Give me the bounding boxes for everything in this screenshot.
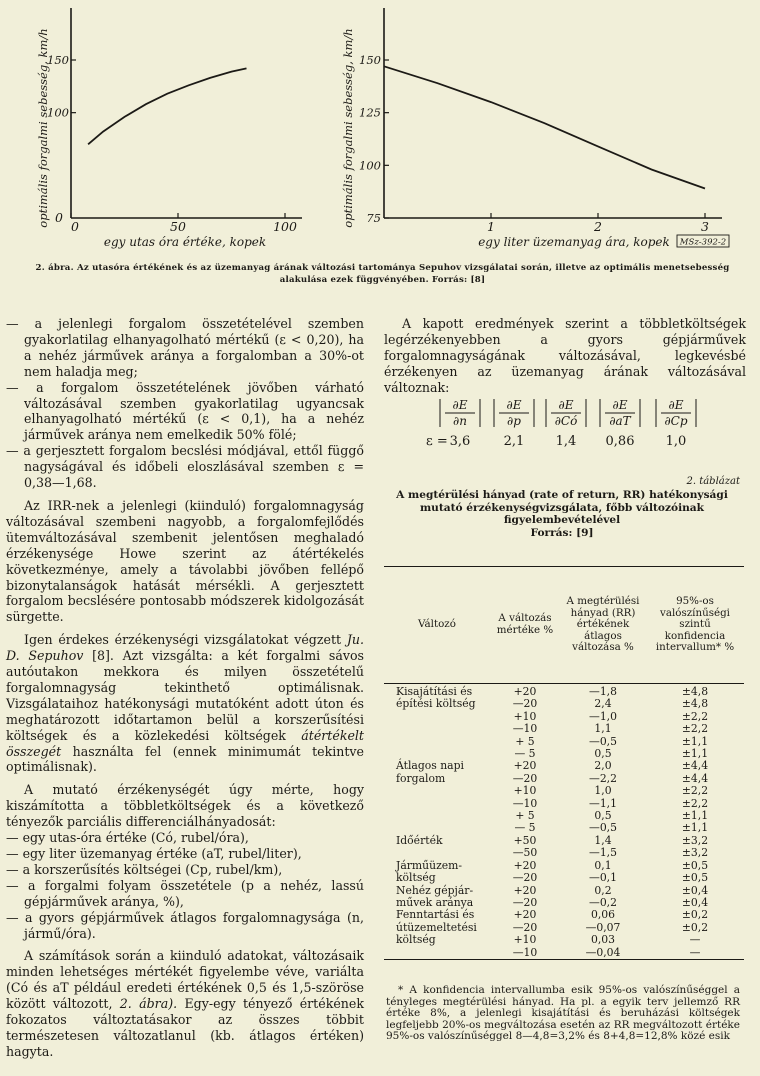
y-axis-title-2: optimális forgalmi sebesség, km/h <box>341 28 355 228</box>
table-cell: —20 <box>512 920 538 934</box>
x-axis-title-1: egy utas óra értéke, kopek <box>103 235 267 249</box>
table-cell: +20 <box>513 908 537 922</box>
bullet-item: — a forgalom összetételének jövőben várható változásával szemben gyakorlatilag ugyancsak elhanyagolható mértékű (ε < 0,1), ha a nehéz járművek aránya nem emelkedik 50% fölé; <box>6 379 364 443</box>
x-axis-title-2: egy liter üzemanyag ára, kopek <box>478 235 670 249</box>
bullet-item: — a gerjesztett forgalom becslési módjával, ettől függő nagyságával és időbeli eloszlásával szemben ε = 0,38—1,68. <box>6 443 364 491</box>
table-cell: Kisajátítási és <box>396 685 473 698</box>
paragraph: Az IRR-nek a jelenlegi (kiinduló) forgalomnagyság változásával szembeni nagyobb, a forgalomfejlődés ütemváltozásával szembenit jelentősen meghaladó érzékenysége Howe szerint az átértékelés következménye, amely a távolabbi jövőben fellépő bizonytalanságok hatását mérsékli. A gerjesztett forgalom becslésére pontosabb módszerek kidolgozását sürgette. <box>6 497 364 625</box>
y-tick-label: 150 <box>359 53 381 67</box>
table-cell: —10 <box>512 945 538 959</box>
figure-ref-label: MSz-392-2 <box>679 237 727 248</box>
y-tick-label: 100 <box>47 105 69 120</box>
sensitivity-equations <box>424 395 724 455</box>
col-header: A megtérülési hányad (RR) értékének átlagos változása % <box>566 595 640 654</box>
table-title: A megtérülési hányad (rate of return, RR) hatékonysági mutató érzékenységvizsgálata, főbb változóinak figyelembevételével Forrás: [9] <box>396 489 728 539</box>
table-cell: —0,07 <box>585 920 621 934</box>
table-cell: + 5 <box>515 809 535 823</box>
table-cell: +50 <box>513 833 537 847</box>
figure-caption: 2. ábra. Az utasóra értékének és az üzemanyag árának változási tartománya Sepuhov vizsgálatai során, illetve az optimális menetsebesség alakulása ezek függvényében. Forrás: [8] <box>35 263 730 285</box>
table-cell: ±0,4 <box>681 883 709 897</box>
eq-denominator: ∂aT <box>609 414 631 428</box>
y-tick-label: 125 <box>359 105 381 120</box>
table-cell: +10 <box>513 709 537 723</box>
x-tick-label: 3 <box>701 219 709 234</box>
table-cell <box>384 810 490 822</box>
eq-denominator: ∂Có <box>554 414 578 428</box>
table-row <box>384 723 744 735</box>
table-cell: Járműüzem- <box>396 858 463 872</box>
table-cell: ±1,1 <box>681 734 709 748</box>
table-cell: ±4,8 <box>681 685 709 698</box>
table-cell: 2,4 <box>594 697 612 711</box>
table-cell: +10 <box>513 933 537 947</box>
bullet-item: — egy liter üzemanyag értéke (aT, rubel/liter), <box>6 846 302 861</box>
bullet-item: — a jelenlegi forgalom összetételével szemben gyakorlatilag elhanyagolható mértékű (ε < 0,20), ha a nehéz járművek aránya a forgalomban a 30%-ot nem haladja meg; <box>6 316 364 379</box>
bullet-item: — a forgalmi folyam összetétele (p a nehéz, lassú gépjárművek aránya, %), <box>6 877 364 909</box>
table-cell: —2,2 <box>589 771 617 785</box>
table-cell: — <box>689 933 701 947</box>
table-cell: —1,1 <box>589 796 617 810</box>
eq-numerator: ∂E <box>612 398 628 412</box>
table-cell: 0,06 <box>590 908 616 922</box>
paragraph: Igen érdekes érzékenységi vizsgálatokat végzett Ju. D. Sepuhov [8]. Azt vizsgálta: a két forgalmi sávos autóutakon mekkora és milyen összetételű forgalomnagyság tekinthető optimálisnak. Vizsgálataihoz hatékonysági mutatóként adott úton és meghatározott időtartamon belül a korszerűsítési költségek és a közlekedési költségek átértékelt összegét használta fel (ennek minimumát tekintve optimálisnak). <box>6 632 365 775</box>
table-cell: Időérték <box>396 833 443 847</box>
right-column <box>384 316 746 396</box>
paragraph: A számítások során a kiinduló adatokat, változásaik minden lehetséges mértékét figyelembe véve, variálta (Có és aT például eredeti értékének 0,5 és 1,5-szöröse között változott, 2. ábra). Egy-egy tényező értékének fokozatos változtatásakor az összes többit természetesen változatlanul (kb. átlagos értéken) hagyta. <box>6 948 364 1059</box>
table-cell: ±4,4 <box>681 771 709 785</box>
y-origin-label-1: 0 <box>55 210 63 225</box>
eq-numerator: ∂E <box>668 398 684 412</box>
bullet-item: — a gyors gépjárművek átlagos forgalomnagysága (n, jármű/óra). <box>6 909 364 941</box>
table-cell: ±1,1 <box>681 809 709 823</box>
table-cell: —20 <box>512 871 538 885</box>
table-cell: költség <box>396 871 436 885</box>
table-cell: —0,5 <box>589 821 617 835</box>
table-cell: +10 <box>513 784 537 798</box>
table-cell: — 5 <box>514 821 536 835</box>
table-cell: Átlagos napi <box>396 759 464 773</box>
table-cell: útüzemeltetési <box>396 920 477 934</box>
eq-denominator: ∂n <box>453 414 467 428</box>
table-cell: Fenntartási és <box>396 908 475 922</box>
table-cell: —10 <box>512 722 538 736</box>
x-tick-label: 2 <box>594 219 602 234</box>
table-cell: ±2,2 <box>681 784 709 798</box>
bullet-item: — a korszerűsítés költségei (Cp, rubel/km), <box>6 861 283 877</box>
table-cell: — <box>689 945 701 959</box>
table-cell: —1,5 <box>589 846 617 860</box>
table-row <box>384 684 744 699</box>
table-row <box>384 822 744 834</box>
table-cell <box>384 711 490 723</box>
col-header: 95%-os valószínűségi szintű konfidencia intervallum* % <box>655 595 735 654</box>
table-cell: 0,03 <box>590 933 616 947</box>
table-number: 2. táblázat <box>686 476 740 487</box>
table-cell: +20 <box>513 759 537 773</box>
table-cell: —0,2 <box>589 895 617 909</box>
table-row <box>384 847 744 859</box>
table-cell <box>384 723 490 735</box>
table-cell: Nehéz gépjár- <box>396 883 474 897</box>
table-cell: ±0,4 <box>681 895 709 909</box>
x-tick-label: 0 <box>71 219 79 234</box>
table-row <box>384 909 744 921</box>
table-cell: 0,5 <box>594 747 612 761</box>
table-cell <box>384 847 490 859</box>
eq-value: 2,1 <box>503 434 525 449</box>
y-tick-label: 150 <box>47 53 69 67</box>
table-cell: —0,04 <box>585 945 621 959</box>
series-line-1 <box>88 68 246 144</box>
table-cell: 0,2 <box>594 883 612 897</box>
eq-numerator: ∂E <box>558 398 574 412</box>
table-cell: 2,0 <box>594 759 612 773</box>
table-cell: ±2,2 <box>681 722 709 736</box>
eq-denominator: ∂Cp <box>664 414 688 428</box>
eq-denominator: ∂p <box>507 414 521 428</box>
table-cell: +20 <box>513 685 537 698</box>
table-cell: művek aránya <box>396 895 474 909</box>
table-cell: ±2,2 <box>681 796 709 810</box>
table-cell: —20 <box>512 697 538 711</box>
chart-uzemanyag <box>341 8 729 249</box>
table-cell: 0,1 <box>594 858 612 872</box>
x-tick-label: 50 <box>170 219 186 234</box>
table-row <box>384 698 744 710</box>
table-row <box>384 872 744 884</box>
series-line-2 <box>384 66 705 188</box>
table-cell: ±4,8 <box>681 697 709 711</box>
eq-numerator: ∂E <box>506 398 522 412</box>
table-cell: —20 <box>512 895 538 909</box>
table-cell: ±3,2 <box>681 833 709 847</box>
eq-value: 1,4 <box>555 434 577 449</box>
table-cell: — 5 <box>514 747 536 761</box>
eq-value: 3,6 <box>449 434 471 449</box>
table-footnote: * A konfidencia intervallumba esik 95%-os valószínűséggel a tényleges megtérülési hányad. Ha pl. a egyik terv jellemző RR értéke 8%, a jelenlegi kisajátítási és beruházási költségek legfeljebb 20%-os megváltozása esetén az RR megváltozott értéke 95%-os valószínűséggel 8—4,8=3,2% és 8+4,8=12,8% közé esik <box>386 984 740 1043</box>
col-header: A változás mértéke % <box>496 612 554 636</box>
table-cell <box>384 785 490 797</box>
eq-numerator: ∂E <box>452 398 468 412</box>
eq-value: 0,86 <box>605 434 635 449</box>
table-cell: —50 <box>512 846 538 860</box>
table-row <box>384 760 744 772</box>
table-row <box>384 947 744 960</box>
x-tick-label: 100 <box>273 219 297 234</box>
table-cell: 1,0 <box>594 784 612 798</box>
table-cell: ±2,2 <box>681 709 709 723</box>
table-cell: —0,1 <box>589 871 617 885</box>
table-cell: 0,5 <box>594 809 612 823</box>
y-axis-title-1: optimális forgalmi sebesség, km/h <box>36 28 50 228</box>
bullet-item: — egy utas-óra értéke (Có, rubel/óra), <box>6 830 249 846</box>
table-cell <box>384 736 490 748</box>
table-cell: ±3,2 <box>681 846 709 860</box>
table-cell: ±0,2 <box>681 920 709 934</box>
table-cell: ±4,4 <box>681 759 709 773</box>
table-cell <box>384 947 490 960</box>
table-cell: —20 <box>512 771 538 785</box>
figure-2 <box>0 0 760 262</box>
table-cell: + 5 <box>515 734 535 748</box>
table-cell: 1,4 <box>594 833 612 847</box>
table-cell: ±0,5 <box>681 871 709 885</box>
x-tick-label: 1 <box>487 219 495 234</box>
y-tick-label: 75 <box>366 211 381 225</box>
table-cell: 1,1 <box>594 722 612 736</box>
eq-value: 1,0 <box>665 434 687 449</box>
sensitivity-table <box>384 566 744 960</box>
table-cell: +20 <box>513 883 537 897</box>
paragraph: A mutató érzékenységét úgy mérte, hogy kiszámította a többletköltségek és a következő tényezők parciális differenciálhányadosát: <box>6 782 364 830</box>
col-header: Változó <box>418 618 456 631</box>
table-cell: —1,8 <box>589 685 617 698</box>
table-row <box>384 785 744 797</box>
table-cell: költség <box>396 933 436 947</box>
left-column <box>6 316 364 1060</box>
chart-utas-ora <box>36 8 302 249</box>
table-cell <box>384 822 490 834</box>
table-cell: ±1,1 <box>681 821 709 835</box>
table-row <box>384 934 744 946</box>
eq-lhs: ε = <box>426 434 448 449</box>
table-cell: ±0,5 <box>681 858 709 872</box>
table-cell: —0,5 <box>589 734 617 748</box>
paragraph: A kapott eredmények szerint a többletköltségek legérzékenyebben a gyors gépjárművek forgalomnagyságának változásával, legkevésbé érzékenyen az üzemanyag árának változásával változnak: <box>384 316 746 395</box>
y-tick-label: 100 <box>359 158 381 173</box>
table-header-row <box>384 567 744 684</box>
table-cell: ±1,1 <box>681 747 709 761</box>
table-cell: +20 <box>513 858 537 872</box>
ticks-1 <box>47 53 297 234</box>
table-cell <box>384 798 490 810</box>
table-cell: —10 <box>512 796 538 810</box>
table-cell: forgalom <box>396 771 446 785</box>
table-cell: építési költség <box>396 697 476 711</box>
table-cell: —1,0 <box>589 709 617 723</box>
ticks-2 <box>359 53 709 234</box>
table-cell: ±0,2 <box>681 908 709 922</box>
